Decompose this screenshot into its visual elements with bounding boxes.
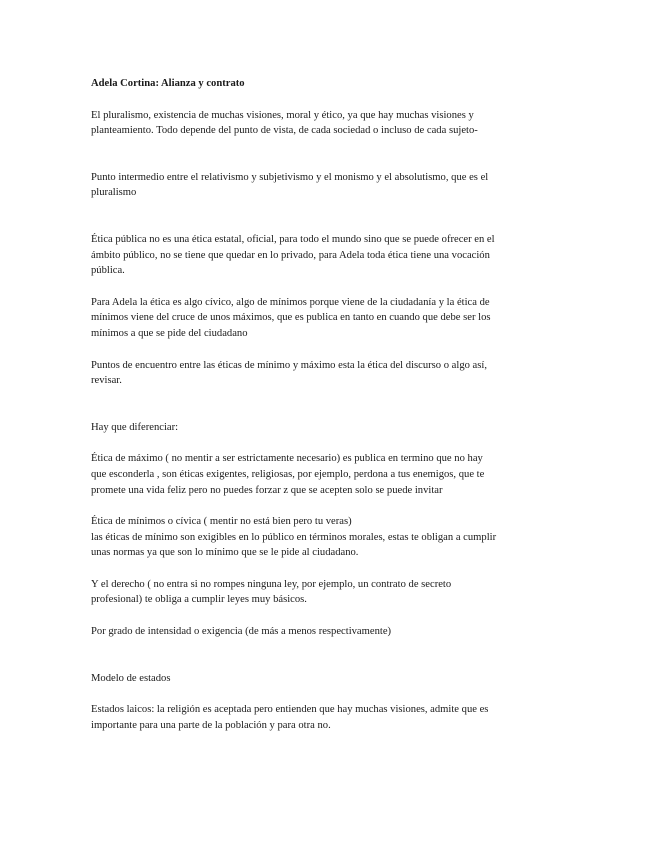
paragraph-line: unas normas ya que son lo mínimo que se le pide al ciudadano. (91, 547, 359, 559)
paragraph-line: Ética de máximo ( no mentir a ser estrictamente necesario) es publica en termino que no hay (91, 453, 483, 465)
paragraph-line: ámbito público, no se tiene que quedar en lo privado, para Adela toda ética tiene una vocación (91, 249, 490, 261)
paragraph-line: profesional) te obliga a cumplir leyes muy básicos. (91, 594, 307, 606)
paragraph-line: Estados laicos: la religión es aceptada pero entienden que hay muchas visiones, admite que es (91, 704, 489, 716)
paragraph-line: Punto intermedio entre el relativismo y subjetivismo y el monismo y el absolutismo, que es el (91, 171, 489, 183)
paragraph-pluralism (91, 108, 563, 139)
paragraph-line: Ética de mínimos o cívica ( mentir no está bien pero tu veras) (91, 516, 352, 528)
paragraph-secular-states (91, 702, 563, 733)
paragraph-line: planteamiento. Todo depende del punto de vista, de cada sociedad o incluso de cada sujeto- (91, 125, 478, 137)
paragraph-minimum-ethics (91, 514, 563, 561)
document-title: Adela Cortina: Alianza y contrato (91, 78, 245, 89)
paragraph-line: Y el derecho ( no entra si no rompes ninguna ley, por ejemplo, un contrato de secreto (91, 578, 452, 590)
paragraph-law (91, 577, 563, 608)
paragraph-line: Para Adela la ética es algo cívico, algo de mínimos porque viene de la ciudadanía y la ética de (91, 296, 490, 308)
paragraph-state-models (91, 671, 563, 687)
paragraph-line: El pluralismo, existencia de muchas visiones, moral y ético, ya que hay muchas visiones y (91, 109, 474, 121)
paragraph-meeting-points (91, 358, 563, 389)
paragraph-line: mínimos a que se pide del ciudadano (91, 327, 248, 339)
paragraph-maximum-ethics (91, 451, 563, 498)
paragraph-line: revisar. (91, 375, 122, 387)
paragraph-differentiate (91, 420, 563, 436)
paragraph-line: pluralismo (91, 187, 137, 199)
paragraph-line: Hay que diferenciar: (91, 421, 179, 433)
paragraph-line: las éticas de mínimo son exigibles en lo público en términos morales, estas te obligan a cumplir (91, 531, 497, 543)
paragraph-line: pública. (91, 265, 125, 277)
paragraph-line: Modelo de estados (91, 672, 171, 684)
document-body (91, 76, 563, 733)
paragraph-line: Puntos de encuentro entre las éticas de mínimo y máximo esta la ética del discurso o algo así, (91, 359, 487, 371)
paragraph-intermediate-point (91, 170, 563, 201)
paragraph-civic-ethics (91, 295, 563, 342)
paragraph-intensity-degree (91, 624, 563, 640)
paragraph-line: promete una vida feliz pero no puedes forzar z que se acepten solo se puede invitar (91, 484, 443, 496)
paragraph-line: que esconderla , son éticas exigentes, religiosas, por ejemplo, perdona a tus enemigos, que te (91, 468, 485, 480)
paragraph-public-ethics (91, 232, 563, 279)
paragraph-line: Por grado de intensidad o exigencia (de más a menos respectivamente) (91, 626, 392, 638)
paragraph-line: Ética pública no es una ética estatal, oficial, para todo el mundo sino que se puede ofrecer en el (91, 233, 495, 245)
paragraph-line: mínimos viene del cruce de unos máximos, que es publica en tanto en cuando que debe ser los (91, 312, 491, 324)
paragraph-line: importante para una parte de la población y para otra no. (91, 719, 331, 731)
